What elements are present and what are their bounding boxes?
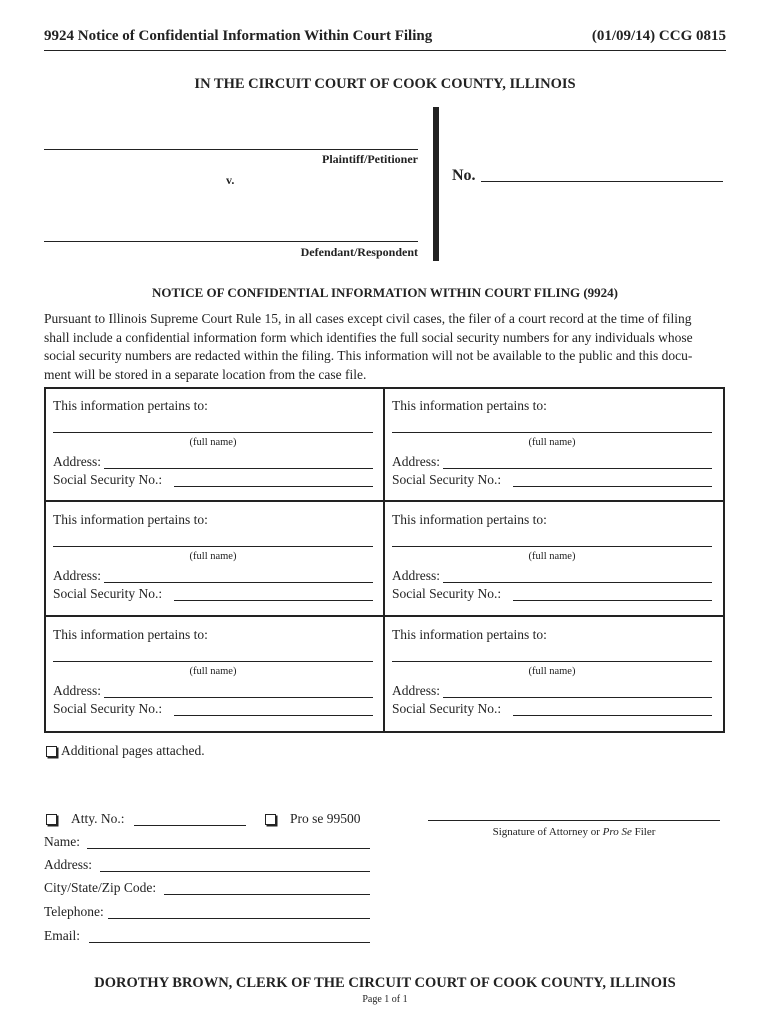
address-label: Address:	[392, 568, 440, 583]
notice-title: NOTICE OF CONFIDENTIAL INFORMATION WITHIN COURT FILING (9924)	[151, 285, 619, 300]
paragraph-line: ment will be stored in a separate location from the case file.	[44, 366, 367, 382]
city-state-zip-label: City/State/Zip Code:	[44, 880, 157, 895]
pro-se-label: Pro se 99500	[290, 811, 361, 826]
case-no-line[interactable]	[481, 181, 723, 182]
ssn-label: Social Security No.:	[392, 701, 502, 716]
full-name-caption: (full name)	[189, 666, 237, 677]
full-name-caption: (full name)	[528, 551, 576, 562]
address-label: Address:	[392, 454, 440, 469]
full-name-line[interactable]	[392, 661, 712, 662]
atty-no-line[interactable]	[134, 825, 246, 826]
full-name-line[interactable]	[53, 432, 373, 433]
defendant-line[interactable]	[44, 241, 418, 242]
name-line[interactable]	[87, 848, 370, 849]
table-divider-row	[44, 500, 725, 502]
versus-label: v.	[226, 173, 235, 187]
pro-se-checkbox[interactable]	[265, 814, 276, 825]
pertains-label: This information pertains to:	[53, 398, 208, 413]
email-label: Email:	[44, 928, 80, 943]
defendant-label: Defendant/Respondent	[300, 245, 418, 259]
signature-line[interactable]	[428, 820, 720, 821]
ssn-label: Social Security No.:	[392, 586, 502, 601]
ssn-label: Social Security No.:	[53, 701, 163, 716]
pertains-label: This information pertains to:	[392, 398, 547, 413]
signature-caption-suffix: Filer	[631, 826, 656, 838]
plaintiff-line[interactable]	[44, 149, 418, 150]
atty-no-label: Atty. No.:	[71, 811, 125, 826]
filer-address-line[interactable]	[100, 871, 370, 872]
paragraph-line: social security numbers are redacted within the filing. This information will not be available to the public and this docu-	[44, 348, 693, 363]
clerk-footer: DOROTHY BROWN, CLERK OF THE CIRCUIT COURT OF COOK COUNTY, ILLINOIS	[94, 975, 676, 991]
table-divider-row	[44, 615, 725, 617]
city-state-zip-line[interactable]	[164, 894, 370, 895]
pertains-label: This information pertains to:	[53, 512, 208, 527]
address-line[interactable]	[104, 697, 373, 698]
address-label: Address:	[53, 454, 101, 469]
full-name-line[interactable]	[392, 432, 712, 433]
pertains-label: This information pertains to:	[392, 512, 547, 527]
form-code: (01/09/14) CCG 0815	[591, 28, 726, 44]
address-line[interactable]	[104, 582, 373, 583]
full-name-caption: (full name)	[189, 551, 237, 562]
full-name-line[interactable]	[392, 546, 712, 547]
name-label: Name:	[44, 834, 80, 849]
page-number: Page 1 of 1	[362, 994, 408, 1005]
pertains-label: This information pertains to:	[53, 627, 208, 642]
attorney-checkbox[interactable]	[46, 814, 57, 825]
ssn-line[interactable]	[174, 486, 373, 487]
caption-divider	[433, 107, 439, 261]
paragraph-line: Pursuant to Illinois Supreme Court Rule 15, in all cases except civil cases, the filer of a court record at the time of filing	[44, 311, 692, 326]
signature-caption-prefix: Signature of Attorney or	[492, 826, 603, 838]
header-rule	[44, 50, 726, 51]
plaintiff-label: Plaintiff/Petitioner	[322, 152, 418, 166]
address-line[interactable]	[443, 582, 712, 583]
signature-caption	[428, 826, 720, 838]
address-label: Address:	[44, 857, 92, 872]
ssn-label: Social Security No.:	[53, 472, 163, 487]
ssn-label: Social Security No.:	[392, 472, 502, 487]
pertains-label: This information pertains to:	[392, 627, 547, 642]
rule-paragraph	[44, 310, 734, 384]
table-divider-vertical	[383, 387, 385, 733]
additional-pages-checkbox[interactable]	[46, 746, 57, 757]
address-label: Address:	[53, 683, 101, 698]
case-no-label: No.	[452, 167, 476, 184]
address-label: Address:	[392, 683, 440, 698]
address-line[interactable]	[104, 468, 373, 469]
email-line[interactable]	[89, 942, 370, 943]
ssn-line[interactable]	[513, 600, 712, 601]
address-line[interactable]	[443, 697, 712, 698]
telephone-line[interactable]	[108, 918, 370, 919]
court-title: IN THE CIRCUIT COURT OF COOK COUNTY, ILLINOIS	[194, 76, 576, 92]
ssn-line[interactable]	[513, 486, 712, 487]
form-header-title: 9924 Notice of Confidential Information Within Court Filing	[44, 28, 433, 44]
ssn-label: Social Security No.:	[53, 586, 163, 601]
signature-caption-italic: Pro Se	[602, 826, 632, 838]
full-name-line[interactable]	[53, 661, 373, 662]
address-line[interactable]	[443, 468, 712, 469]
telephone-label: Telephone:	[44, 904, 104, 919]
paragraph-line: shall include a confidential information form which identifies the full social security numbers for any individuals whose	[44, 329, 693, 345]
full-name-caption: (full name)	[528, 437, 576, 448]
full-name-caption: (full name)	[528, 666, 576, 677]
address-label: Address:	[53, 568, 101, 583]
ssn-line[interactable]	[513, 715, 712, 716]
full-name-caption: (full name)	[189, 437, 237, 448]
full-name-line[interactable]	[53, 546, 373, 547]
additional-pages-label: Additional pages attached.	[61, 743, 205, 758]
ssn-line[interactable]	[174, 715, 373, 716]
ssn-line[interactable]	[174, 600, 373, 601]
